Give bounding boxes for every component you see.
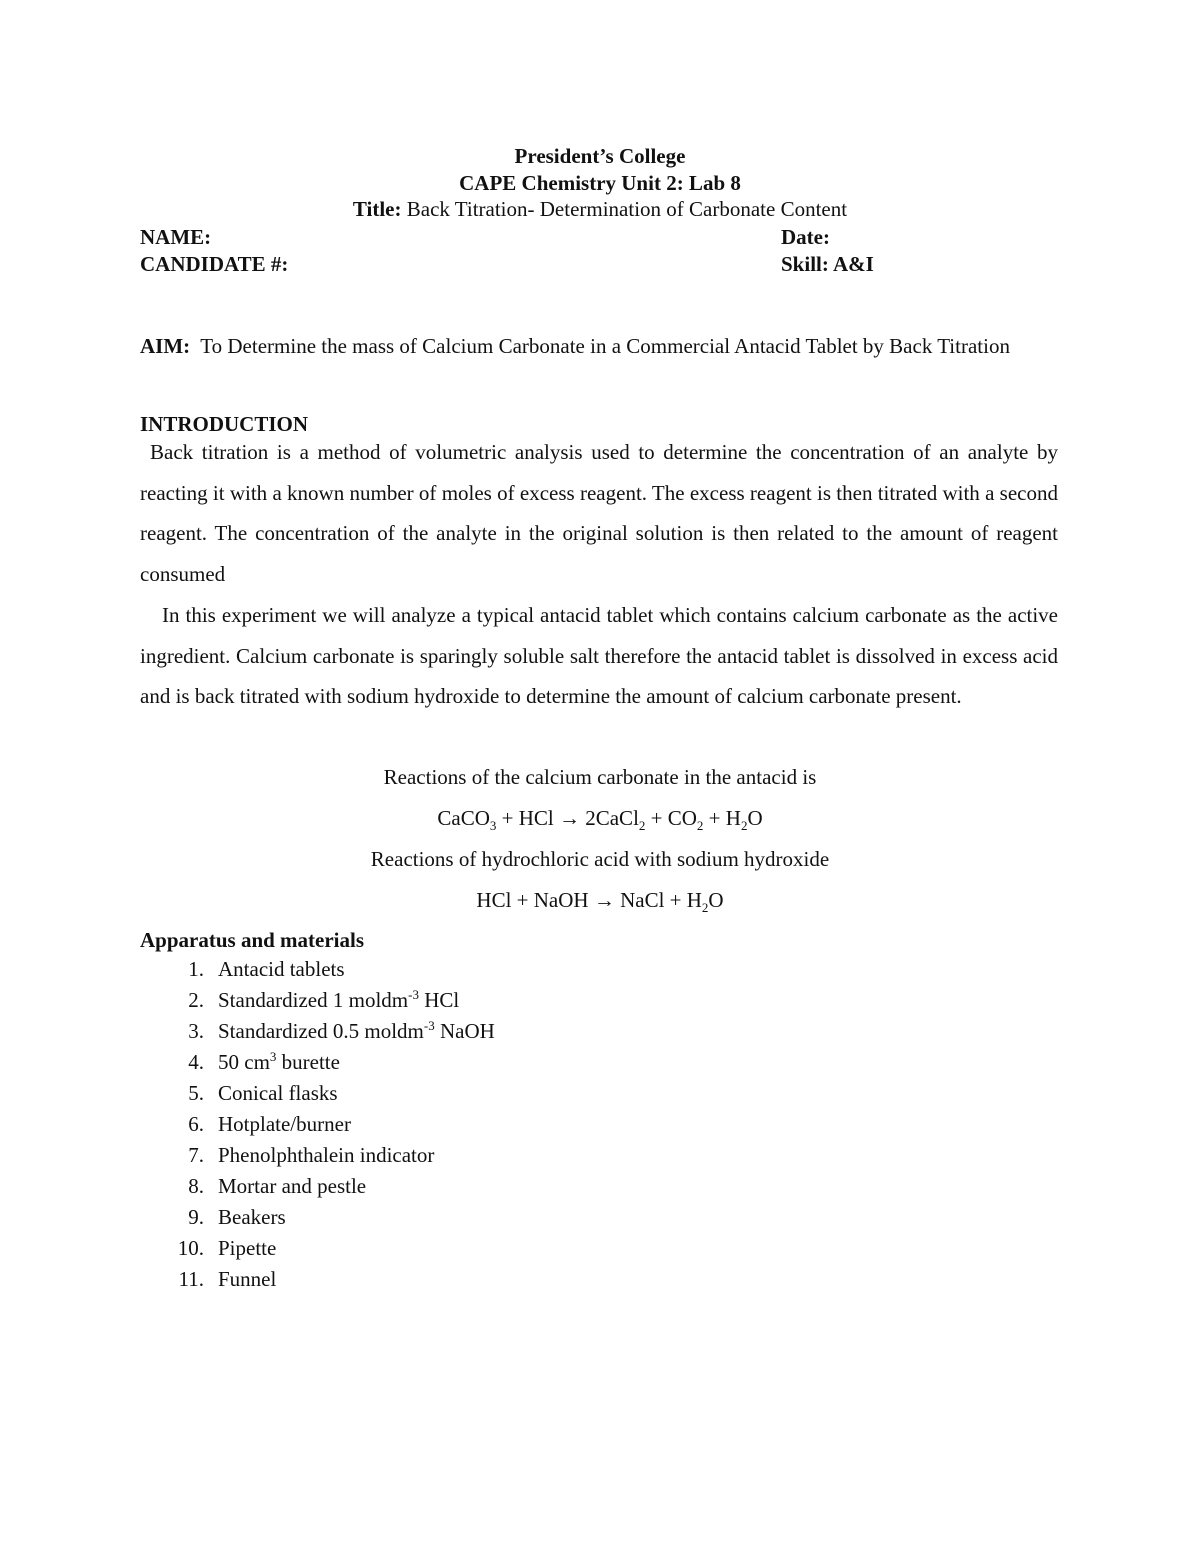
item-text-main: 50 cm: [218, 1050, 270, 1074]
eq1-caco: CaCO: [437, 806, 490, 830]
item-number: 7.: [188, 1143, 204, 1167]
introduction-heading: INTRODUCTION: [140, 412, 309, 436]
apparatus-list: [140, 956, 495, 1297]
course-title: CAPE Chemistry Unit 2: Lab 8: [459, 171, 741, 195]
item-text: [218, 1018, 495, 1049]
item-text: Mortar and pestle: [218, 1174, 367, 1198]
list-item: [140, 1049, 495, 1080]
list-item: [140, 1080, 495, 1111]
item-text-tail: NaOH: [434, 1019, 495, 1043]
item-number: 4.: [188, 1050, 204, 1074]
arrow-icon: →: [593, 888, 615, 912]
aim-label: AIM:: [140, 334, 191, 358]
item-number: 8.: [188, 1174, 204, 1198]
item-sup: -3: [423, 1018, 435, 1033]
item-sup: -3: [408, 987, 419, 1002]
item-text: [218, 987, 459, 1018]
introduction-paragraph-2: In this experiment we will analyze a typical antacid tablet which contains calcium carbonate as the active ingredient. Calcium carbonate is sparingly soluble salt therefore the antacid tablet is dissolved in excess acid and is back titrated with sodium hydroxide to determine the amount of calcium carbonate present.: [140, 603, 1058, 709]
reaction-heading-2: Reactions of hydrochloric acid with sodium hydroxide: [370, 847, 830, 871]
item-number: 6.: [188, 1112, 204, 1136]
item-number: 2.: [188, 988, 204, 1012]
item-text: Beakers: [218, 1205, 286, 1229]
eq2-lhs: HCl + NaOH: [476, 888, 594, 912]
title-text: Back Titration- Determination of Carbonate Content: [406, 197, 848, 221]
equation-2: [0, 888, 1200, 916]
eq2-nacl: NaCl + H: [614, 888, 702, 912]
date-label: Date:: [781, 225, 830, 249]
item-number: 3.: [188, 1019, 204, 1043]
list-item: [140, 1111, 495, 1142]
item-text: Conical flasks: [218, 1081, 338, 1105]
eq1-o: O: [747, 806, 763, 830]
list-item: [140, 1142, 495, 1173]
item-text-tail: HCl: [418, 988, 460, 1012]
list-item: [140, 1266, 495, 1297]
eq1-h: + H: [703, 806, 741, 830]
item-number: 11.: [178, 1267, 204, 1291]
eq1-hcl: + HCl: [496, 806, 559, 830]
title-label: Title:: [352, 197, 402, 221]
list-item: [140, 1204, 495, 1235]
list-item: [140, 1235, 495, 1266]
item-text: Pipette: [218, 1236, 277, 1260]
list-item: [140, 956, 495, 987]
item-text: Hotplate/burner: [218, 1112, 351, 1136]
aim-section: [140, 333, 1070, 359]
item-sup: 3: [269, 1049, 277, 1064]
candidate-label: CANDIDATE #:: [140, 252, 289, 276]
list-item: [140, 1173, 495, 1204]
eq2-h-sub: 2: [701, 900, 709, 916]
eq1-co-sub: 2: [696, 818, 704, 834]
eq1-cacl-sub: 2: [638, 818, 646, 834]
college-name: President’s College: [514, 144, 686, 168]
item-number: 1.: [188, 957, 204, 981]
introduction-paragraph-1: Back titration is a method of volumetric analysis used to determine the concentration of an analyte by reacting it with a known number of moles of excess reagent. The excess reagent is then titrated with a second reagent. The concentration of the analyte in the original solution is then related to the amount of reagent consumed: [140, 440, 1058, 587]
eq1-caco-sub: 3: [489, 818, 497, 834]
item-text: [218, 1049, 340, 1080]
eq2-o: O: [708, 888, 724, 912]
arrow-icon: →: [558, 806, 580, 830]
apparatus-heading: Apparatus and materials: [140, 928, 365, 952]
item-text: Funnel: [218, 1267, 277, 1291]
reaction-heading-1: Reactions of the calcium carbonate in the antacid is: [383, 765, 817, 789]
item-number: 10.: [177, 1236, 204, 1260]
skill-label: Skill: A&I: [781, 252, 874, 276]
item-text-main: Standardized 1 moldm: [218, 988, 409, 1012]
aim-text: To Determine the mass of Calcium Carbonate in a Commercial Antacid Tablet by Back Titration: [200, 334, 1010, 358]
item-text: Antacid tablets: [218, 957, 345, 981]
lab-title: [0, 197, 1200, 222]
list-item: [140, 1018, 495, 1049]
item-number: 9.: [188, 1205, 204, 1229]
eq1-h-sub: 2: [740, 818, 748, 834]
eq1-cacl: 2CaCl: [579, 806, 639, 830]
item-text-tail: burette: [276, 1050, 340, 1074]
equation-1: [0, 806, 1200, 834]
item-text: Phenolphthalein indicator: [218, 1143, 435, 1167]
list-item: [140, 987, 495, 1018]
item-number: 5.: [188, 1081, 204, 1105]
name-label: NAME:: [140, 225, 212, 249]
item-text-main: Standardized 0.5 moldm: [218, 1019, 424, 1043]
eq1-co: + CO: [645, 806, 697, 830]
